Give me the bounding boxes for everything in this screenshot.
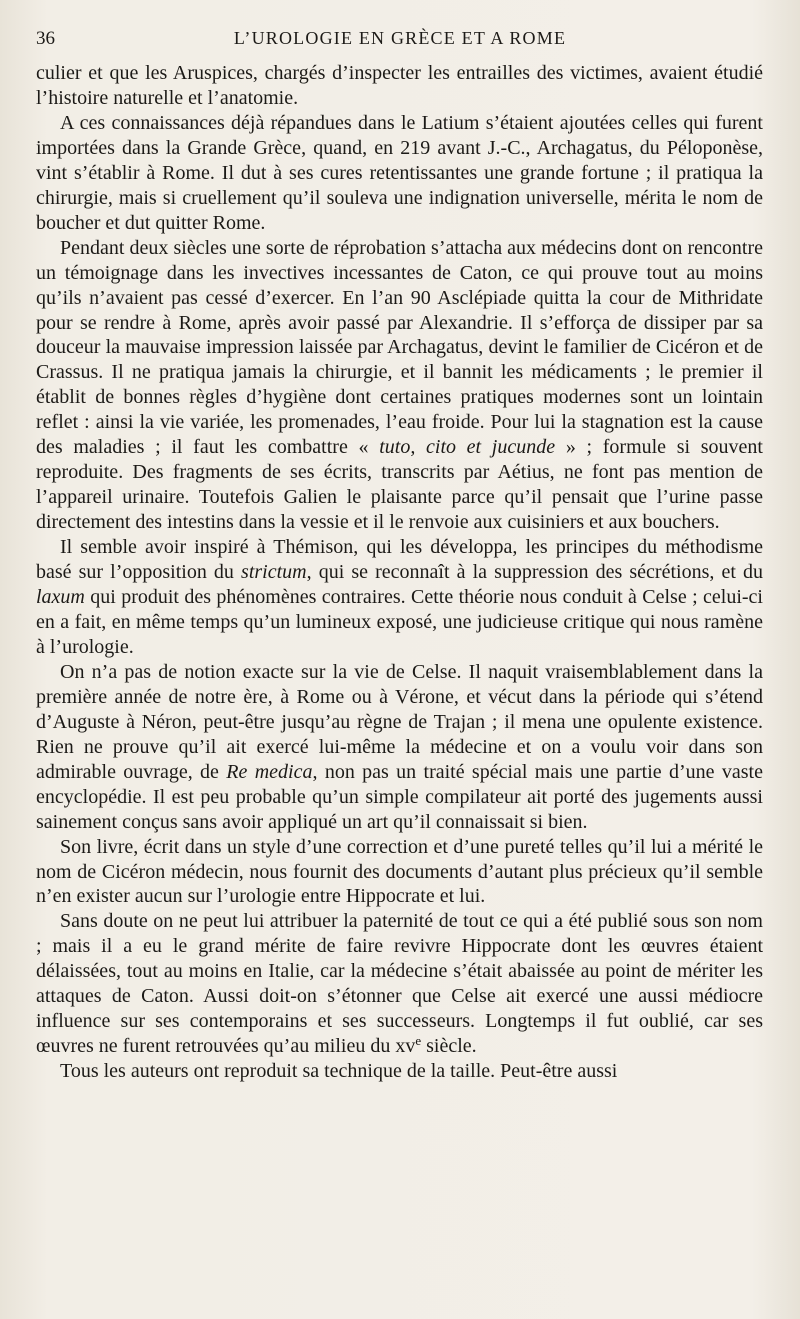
body-text	[36, 61, 763, 1084]
superscript: e	[415, 1033, 422, 1049]
text-segment: qui produit des phénomènes contraires. Cette théorie nous conduit à Celse ; celui-ci en a fait, en même temps qu’un lumineux exposé, une judicieuse critique qui nous ramène à l’urologie.	[36, 586, 763, 658]
text-segment: » ; formule si souvent reproduite. Des fragments de ses écrits, transcrits par Aétius, ne font pas mention de l’appareil urinaire. Toutefois Galien le plaisante parce qu’il pensait que l’urine passe directement des intestins dans la vessie et il le renvoie aux cuisiniers et aux bouchers.	[36, 436, 763, 534]
text-segment: Il semble avoir inspiré à Thémison, qui les développa, les principes du méthodisme basé sur l’opposition du	[36, 536, 763, 584]
running-header	[36, 28, 764, 54]
italic-text: tuto, cito et jucunde	[379, 436, 556, 459]
paragraph	[36, 835, 763, 910]
page-number: 36	[36, 28, 55, 49]
italic-text: strictum	[241, 561, 307, 584]
text-segment: Pendant deux siècles une sorte de réprobation s’attacha aux médecins dont on rencontre un témoignage dans les invectives incessantes de Caton, ce qui prouve tout au moins qu’ils n’avaient pas cessé d’exercer. En l’an 90 Asclépiade quitta la cour de Mithridate pour se rendre à Rome, après avoir passé par Alexandrie. Il s’efforça de dissiper par sa douceur la mauvaise impression laissée par Archagatus, devint le familier de Cicéron et de Crassus. Il ne pratiqua jamais la chirurgie, et il bannit les médicaments ; le premier il établit de bonnes règles d’hygiène dont certaines pratiques modernes sont un lointain reflet : ainsi la vie variée, les promenades, l’eau froide. Pour lui la stagnation est la cause des maladies ; il faut les combattre «	[36, 236, 763, 459]
paragraph	[36, 111, 763, 236]
text-segment: Son livre, écrit dans un style d’une correction et d’une pureté telles qu’il lui a mérité le nom de Cicéron médecin, nous fournit des documents d’autant plus précieux qu’il semble n’en exister aucun sur l’urologie entre Hippocrate et lui.	[36, 835, 763, 908]
text-segment: culier et que les Aruspices, chargés d’inspecter les entrailles des victimes, avaient étudié l’histoire naturelle et l’anatomie.	[36, 62, 763, 109]
italic-text: laxum	[36, 586, 85, 609]
paragraph	[36, 909, 763, 1059]
running-title: L’UROLOGIE EN GRÈCE ET A ROME	[233, 28, 567, 48]
text-segment: A ces connaissances déjà répandues dans le Latium s’étaient ajoutées celles qui furent importées dans la Grande Grèce, quand, en 219 avant J.-C., Archagatus, du Péloponèse, vint s’établir à Rome. Il dut à ses cures retentissantes une grande fortune ; il pratiqua la chirurgie, mais si cruellement qu’il souleva une indignation universelle, mérita le nom de boucher et dut quitter Rome.	[36, 111, 763, 234]
italic-text: Re medica	[226, 760, 313, 783]
text-segment: Sans doute on ne peut lui attribuer la paternité de tout ce qui a été publié sous son nom ; mais il a eu le grand mérite de faire revivre Hippocrate dont les œuvres étaient délaissées, tout au moins en Italie, car la médecine s’était abaissée au point de mériter les attaques de Caton. Aussi doit-on s’étonner que Celse ait exercé une aussi médiocre influence sur ses contemporains et ses successeurs. Longtemps il fut oublié, car ses œuvres ne furent retrouvées qu’au milieu du xv	[36, 910, 763, 1058]
paragraph	[36, 535, 763, 660]
paragraph	[36, 660, 763, 835]
text-segment: Tous les auteurs ont reproduit sa technique de la taille. Peut-être aussi	[60, 1060, 618, 1083]
text-segment: On n’a pas de notion exacte sur la vie de Celse. Il naquit vraisemblablement dans la première année de notre ère, à Rome ou à Vérone, et vécut dans la période qui s’étend d’Auguste à Néron, peut-être jusqu’au règne de Trajan ; il mena une opulente existence. Rien ne prouve qu’il ait exercé lui-même la médecine et on a voulu voir dans son admirable ouvrage, de	[36, 660, 763, 783]
paragraph	[36, 236, 763, 535]
text-segment: , non pas un traité spécial mais une partie d’une vaste encyclopédie. Il est peu probable qu’un simple compilateur ait porté des jugements aussi sainement conçus sans avoir appliqué un art qu’il connaissait si bien.	[36, 760, 763, 833]
paragraph	[36, 1059, 763, 1084]
text-segment: siècle.	[421, 1035, 477, 1058]
paragraph	[36, 61, 763, 111]
text-segment: , qui se reconnaît à la suppression des sécrétions, et du	[306, 561, 763, 584]
